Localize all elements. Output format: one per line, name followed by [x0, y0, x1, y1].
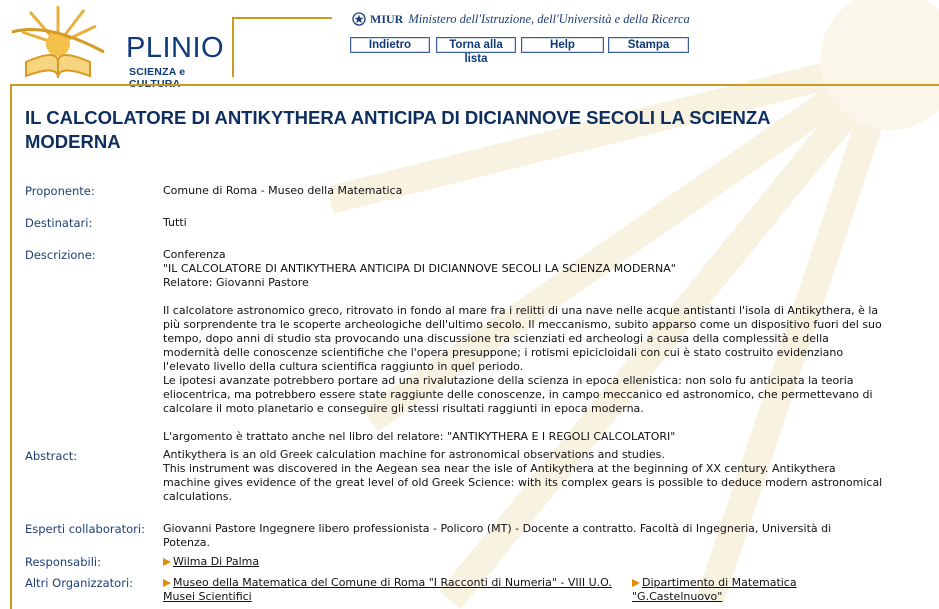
responsabili-label: Responsabili:	[25, 555, 101, 569]
organizer-link-museo[interactable]	[163, 576, 612, 603]
destinatari-value: Tutti	[163, 216, 187, 229]
altri-organizzatori-link1	[163, 576, 623, 604]
organizer-link-line: Museo della Matematica del Comune di Roma "I Racconti di Numeria" - VIII U.O.	[173, 576, 612, 589]
descrizione-paragraph: L'argomento è trattato anche nel libro del relatore: "ANTIKYTHERA E I REGOLI CALCOLATORI"	[163, 430, 676, 443]
content-frame-line	[10, 84, 12, 609]
page-title: IL CALCOLATORE DI ANTIKYTHERA ANTICIPA DI DICIANNOVE SECOLI LA SCIENZA MODERNA	[25, 107, 770, 152]
abstract-line: Antikythera is an old Greek calculation machine for astronomical observations and studies.	[163, 448, 665, 461]
descrizione-paragraph: Il calcolatore astronomico greco, ritrovato in fondo al mare fra i relitti di una nave nelle acque antistanti l'isola di Antikythera, è la più sorprendente tra le scoperte archeologiche dell'ultimo secolo. Il meccanismo, subito apparso come un dispositivo fuori del suo tempo, dopo anni di studio sta provocando una discussione tra scienziati ed archeologi a causa della complessità e della modernità delle conoscenze scientifiche che l'opera presuppone; i rotismi epicicloidali con cui è stato costruito evidenziano l'elevato livello della cultura scientifica raggiunto in quel periodo.	[163, 304, 882, 373]
ministry-name: Ministero dell'Istruzione, dell'Università e della Ricerca	[408, 12, 690, 26]
book-sun-logo-icon	[8, 2, 118, 86]
header-frame-line	[232, 17, 234, 77]
content-frame-line	[10, 84, 939, 86]
organizer-link-line: Dipartimento di Matematica	[642, 576, 797, 589]
proponente-label: Proponente:	[25, 184, 95, 198]
destinatari-label: Destinatari:	[25, 216, 93, 230]
descrizione-label: Descrizione:	[25, 248, 96, 262]
organizer-link-line: "G.Castelnuovo"	[632, 590, 723, 603]
republic-seal-icon	[352, 12, 366, 26]
abstract-line: This instrument was discovered in the Aegean sea near the isle of Antikythera at the beginning of XX century. Antikythera machine gives evidence of the great level of old Greek Science: with its complex gears is possible to deduce modern astronomical calculations.	[163, 462, 883, 503]
esperti-label: Esperti collaboratori:	[25, 522, 145, 536]
altri-organizzatori-link2	[632, 576, 832, 604]
esperti-value: Giovanni Pastore Ingegnere libero professionista - Policoro (MT) - Docente a contratto. Facoltà di Ingegneria, Università di Potenza.	[163, 522, 832, 549]
responsabili-value	[163, 555, 883, 569]
organizer-link-dipartimento[interactable]	[632, 576, 797, 603]
bullet-arrow-icon	[632, 579, 640, 587]
bullet-arrow-icon	[163, 579, 171, 587]
descrizione-value	[163, 248, 883, 444]
help-button[interactable]: Help	[521, 37, 604, 53]
abstract-label: Abstract:	[25, 449, 78, 463]
descrizione-paragraph: Le ipotesi avanzate potrebbero portare ad una rivalutazione della scienza in epoca ellenistica: non solo fu anticipata la teoria eliocentrica, ma potrebbero essere state raggiunte delle conoscenze, in campo meccanico ed astronomico, che permettevano di calcolare il moto planetario e conseguire gli stessi risultati raggiunti in epoca moderna.	[163, 374, 873, 415]
site-header	[0, 0, 939, 86]
logo-subtitle: SCIENZA e	[129, 66, 186, 78]
logo-title: PLINIO	[126, 32, 225, 64]
proponente-value: Comune di Roma - Museo della Matematica	[163, 184, 403, 197]
ministry-banner[interactable]	[352, 12, 690, 30]
descrizione-line: Relatore: Giovanni Pastore	[163, 276, 309, 289]
altri-organizzatori-label: Altri Organizzatori:	[25, 576, 134, 590]
bullet-arrow-icon	[163, 558, 171, 566]
abstract-value	[163, 448, 883, 504]
print-button[interactable]: Stampa	[608, 37, 689, 53]
descrizione-line: Conferenza	[163, 248, 226, 261]
plinio-logo[interactable]	[8, 2, 228, 88]
descrizione-line: "IL CALCOLATORE DI ANTIKYTHERA ANTICIPA DI DICIANNOVE SECOLI LA SCIENZA MODERNA"	[163, 262, 676, 275]
responsabile-link[interactable]: Wilma Di Palma	[173, 555, 260, 568]
organizer-link-line: Musei Scientifici	[163, 590, 252, 603]
header-frame-line	[232, 17, 332, 19]
ministry-abbr: MIUR	[370, 12, 404, 26]
back-button[interactable]: Indietro	[350, 37, 430, 53]
back-to-list-button[interactable]: Torna alla lista	[436, 37, 516, 53]
